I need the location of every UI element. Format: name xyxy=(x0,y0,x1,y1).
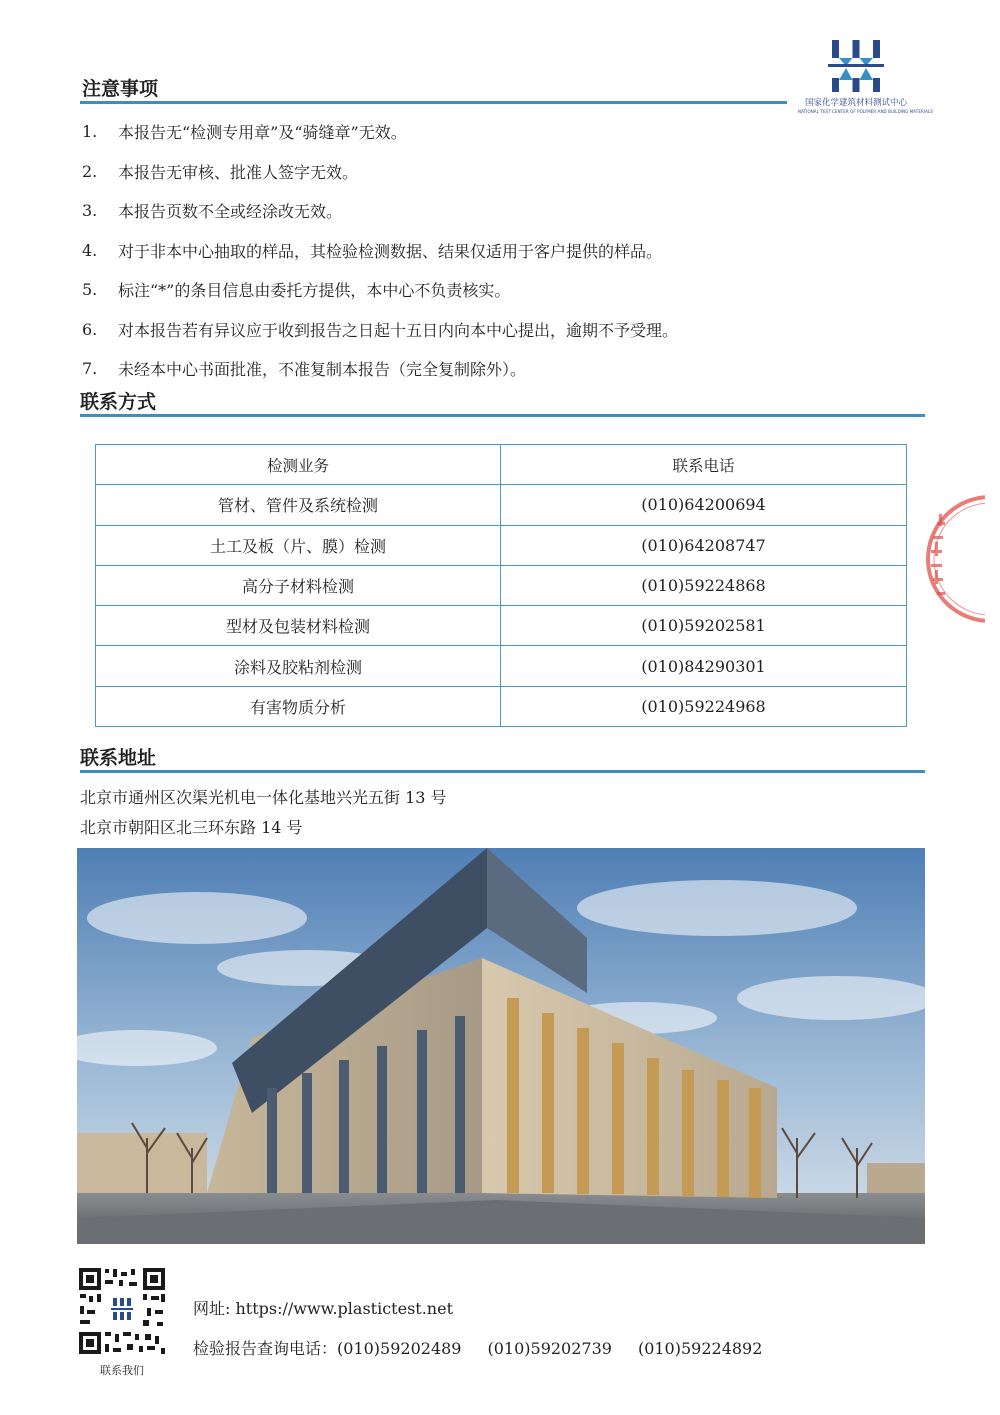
business-cell: 管材、管件及系统检测 xyxy=(96,485,501,525)
phone-cell: (010)59202581 xyxy=(501,606,907,646)
notice-num: 4. xyxy=(82,240,98,260)
notice-text: 对本报告若有异议应于收到报告之日起十五日内向本中心提出，逾期不予受理。 xyxy=(118,320,679,340)
query-phone: (010)59224892 xyxy=(637,1339,763,1358)
business-cell: 高分子材料检测 xyxy=(96,565,501,605)
notice-item xyxy=(82,310,882,350)
header-business: 检测业务 xyxy=(96,445,501,485)
notice-text: 本报告无“检测专用章”及“骑缝章”无效。 xyxy=(118,123,407,143)
phone-cell: (010)59224868 xyxy=(501,565,907,605)
logo-name-cn: 国家化学建筑材料测试中心 xyxy=(804,98,907,108)
phone-label: 检验报告查询电话： xyxy=(193,1339,338,1358)
table-row xyxy=(96,485,907,525)
phone-cell: (010)84290301 xyxy=(501,646,907,686)
notice-list xyxy=(82,112,882,389)
notice-item xyxy=(82,270,882,310)
phone-cell: (010)59224968 xyxy=(501,686,907,726)
institution-logo xyxy=(798,38,933,120)
address-line: 北京市朝阳区北三环东路 14 号 xyxy=(80,818,303,837)
website-line xyxy=(193,1296,453,1319)
notice-num: 7. xyxy=(82,359,98,379)
qr-code-icon xyxy=(77,1266,167,1356)
business-cell: 型材及包装材料检测 xyxy=(96,606,501,646)
qr-caption: 联系我们 xyxy=(100,1364,144,1377)
website-label: 网址: xyxy=(193,1299,236,1318)
notice-item xyxy=(82,349,882,389)
logo-name-en: NATIONAL TEST CENTER OF POLYMER AND BUILDING MATERIALS xyxy=(798,109,933,114)
notice-num: 6. xyxy=(82,319,98,339)
address-rule xyxy=(80,770,925,773)
table-row xyxy=(96,646,907,686)
phone-line xyxy=(193,1336,762,1359)
table-row xyxy=(96,606,907,646)
business-cell: 涂料及胶粘剂检测 xyxy=(96,646,501,686)
query-phone: (010)59202739 xyxy=(487,1339,612,1358)
contact-table xyxy=(95,444,907,727)
contact-title: 联系方式 xyxy=(80,391,157,413)
phone-cell: (010)64208747 xyxy=(501,525,907,565)
institution-logo-icon xyxy=(826,38,886,94)
header-phone: 联系电话 xyxy=(501,445,907,485)
notice-text: 标注“*”的条目信息由委托方提供，本中心不负责核实。 xyxy=(118,281,511,301)
notice-item xyxy=(82,152,882,192)
contact-rule xyxy=(80,414,925,417)
notice-num: 3. xyxy=(82,201,98,221)
address-line: 北京市通州区次渠光机电一体化基地兴光五街 13 号 xyxy=(80,788,447,807)
query-phone: (010)59202489 xyxy=(337,1339,462,1358)
phone-cell: (010)64200694 xyxy=(501,485,907,525)
notice-item xyxy=(82,191,882,231)
notice-num: 5. xyxy=(82,280,98,300)
notice-rule xyxy=(80,101,787,104)
notice-num: 1. xyxy=(82,122,98,142)
notice-title: 注意事项 xyxy=(82,78,159,100)
table-row xyxy=(96,525,907,565)
business-cell: 有害物质分析 xyxy=(96,686,501,726)
notice-text: 本报告页数不全或经涂改无效。 xyxy=(118,202,343,222)
notice-text: 对于非本中心抽取的样品，其检验检测数据、结果仅适用于客户提供的样品。 xyxy=(118,241,663,261)
address-title: 联系地址 xyxy=(80,747,157,769)
business-cell: 土工及板（片、膜）检测 xyxy=(96,525,501,565)
notice-item xyxy=(82,231,882,271)
table-row xyxy=(96,565,907,605)
notice-text: 未经本中心书面批准，不准复制本报告（完全复制除外）。 xyxy=(118,360,527,380)
table-header-row xyxy=(96,445,907,485)
notice-num: 2. xyxy=(82,161,98,181)
notice-text: 本报告无审核、批准人签字无效。 xyxy=(118,162,359,182)
seal-stamp-icon xyxy=(915,484,985,634)
table-row xyxy=(96,686,907,726)
notice-item xyxy=(82,112,882,152)
building-photo xyxy=(77,848,925,1244)
website-link[interactable]: https://www.plastictest.net xyxy=(235,1299,453,1318)
